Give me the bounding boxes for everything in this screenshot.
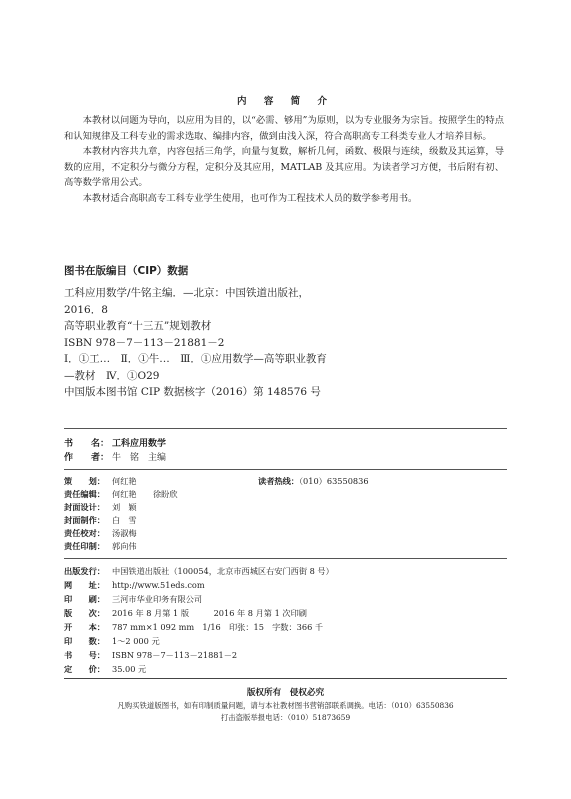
staff-row [64, 502, 137, 513]
staff-key: 责任编辑： [64, 489, 105, 499]
hotline-key: 读者热线： [258, 476, 299, 486]
book-title-value: 工科应用数学 [112, 439, 167, 449]
publish-value: http://www.51eds.com [112, 580, 205, 590]
cip-line: 中国版本图书馆 CIP 数据核字（2016）第 148576 号 [64, 386, 321, 398]
publish-key: 印 数： [64, 636, 105, 646]
intro-body [64, 113, 504, 207]
staff-row [64, 515, 137, 526]
publish-value: 2016 年 8 月第 1 版 2016 年 8 月第 1 次印刷 [112, 608, 307, 618]
staff-value: 白 雪 [112, 515, 137, 525]
cip-line: Ⅰ．①工… Ⅱ．①牛… Ⅲ．①应用数学—高等职业教育—教材 Ⅳ．①O29 [64, 353, 327, 382]
publish-row [64, 594, 202, 605]
book-author-key: 作 者： [64, 453, 110, 463]
staff-key: 封面制作： [64, 515, 105, 525]
staff-row [64, 489, 178, 500]
publish-value: 1～2 000 元 [112, 636, 160, 646]
staff-row [64, 541, 137, 552]
publish-row [64, 664, 146, 675]
publish-row [64, 622, 323, 633]
staff-key: 封面设计： [64, 502, 105, 512]
publish-key: 印 刷： [64, 594, 105, 604]
staff-key: 策 划： [64, 476, 105, 486]
staff-key: 责任校对： [64, 528, 105, 538]
cip-line: 工科应用数学/牛铭主编．—北京：中国铁道出版社，2016．8 [64, 287, 310, 316]
staff-value: 汤淑梅 [112, 528, 137, 538]
publish-row [64, 580, 205, 591]
staff-value: 郭向伟 [112, 541, 137, 551]
anti-piracy-hotline: 打击盗版举报电话：（010）51873659 [220, 713, 351, 722]
cip-line: ISBN 978－7－113－21881－2 [64, 336, 225, 349]
divider [64, 678, 507, 679]
publish-key: 书 号： [64, 650, 105, 660]
book-title-key: 书 名： [64, 439, 110, 449]
publish-value: 35.00 元 [112, 664, 147, 674]
publish-value: 三河市华业印务有限公司 [112, 594, 203, 604]
intro-paragraph: 本教材以问题为导向，以应用为目的，以“必需、够用”为原则，以为专业服务为宗旨。按照学生的特点和认知规律及工科专业的需求选取、编排内容，做到由浅入深，符合高职高专工科类专业人才培养目标。 [64, 115, 504, 142]
staff-row [64, 476, 137, 487]
rights-title: 版权所有 侵权必究 [246, 688, 325, 698]
reader-hotline [258, 476, 369, 487]
cip-line: 高等职业教育“十三五”规划教材 [64, 320, 212, 332]
publish-value: 787 mm×1 092 mm 1/16 印张：15 字数：366 千 [112, 622, 324, 632]
cip-data-block [64, 285, 327, 401]
staff-key: 责任印制： [64, 541, 105, 551]
divider [64, 428, 507, 429]
intro-paragraph: 本教材内容共九章，内容包括三角学，向量与复数，解析几何，函数、极限与连续，级数及其运算，导数的应用，不定积分与微分方程，定积分及其应用，MATLAB 及其应用。为读者学习方便，书后附有初、高等数学常用公式。 [64, 146, 504, 189]
book-author-value: 牛 铭 主编 [112, 453, 167, 463]
divider [64, 469, 507, 470]
publish-row [64, 650, 237, 661]
staff-value: 何红艳 [112, 476, 137, 486]
publish-row [64, 636, 160, 647]
publish-key: 定 价： [64, 664, 105, 674]
publish-key: 开 本： [64, 622, 105, 632]
staff-value: 何红艳 徐盼欣 [112, 489, 178, 499]
hotline-value: （010）63550836 [298, 476, 369, 486]
publish-value: ISBN 978－7－113－21881－2 [112, 650, 238, 660]
publish-row [64, 608, 307, 619]
divider [64, 558, 507, 559]
publish-value: 中国铁道出版社（100054，北京市西城区右安门西街 8 号） [112, 566, 334, 576]
intro-paragraph: 本教材适合高职高专工科专业学生使用，也可作为工程技术人员的数学参考用书。 [82, 192, 418, 204]
publish-key: 出版发行： [64, 566, 105, 576]
publish-key: 版 次： [64, 608, 105, 618]
staff-row [64, 528, 137, 539]
intro-title: 内 容 简 介 [237, 96, 334, 107]
staff-value: 刘 颖 [112, 502, 137, 512]
book-author-row [64, 452, 166, 465]
cip-heading: 图书在版编目（CIP）数据 [64, 265, 189, 277]
publish-key: 网 址： [64, 580, 105, 590]
rights-notice: 凡购买铁道版图书，如有印制质量问题，请与本社教材图书营销部联系调换。电话：（010）63550836 [117, 701, 454, 710]
publish-row [64, 566, 334, 577]
book-title-row [64, 438, 166, 451]
